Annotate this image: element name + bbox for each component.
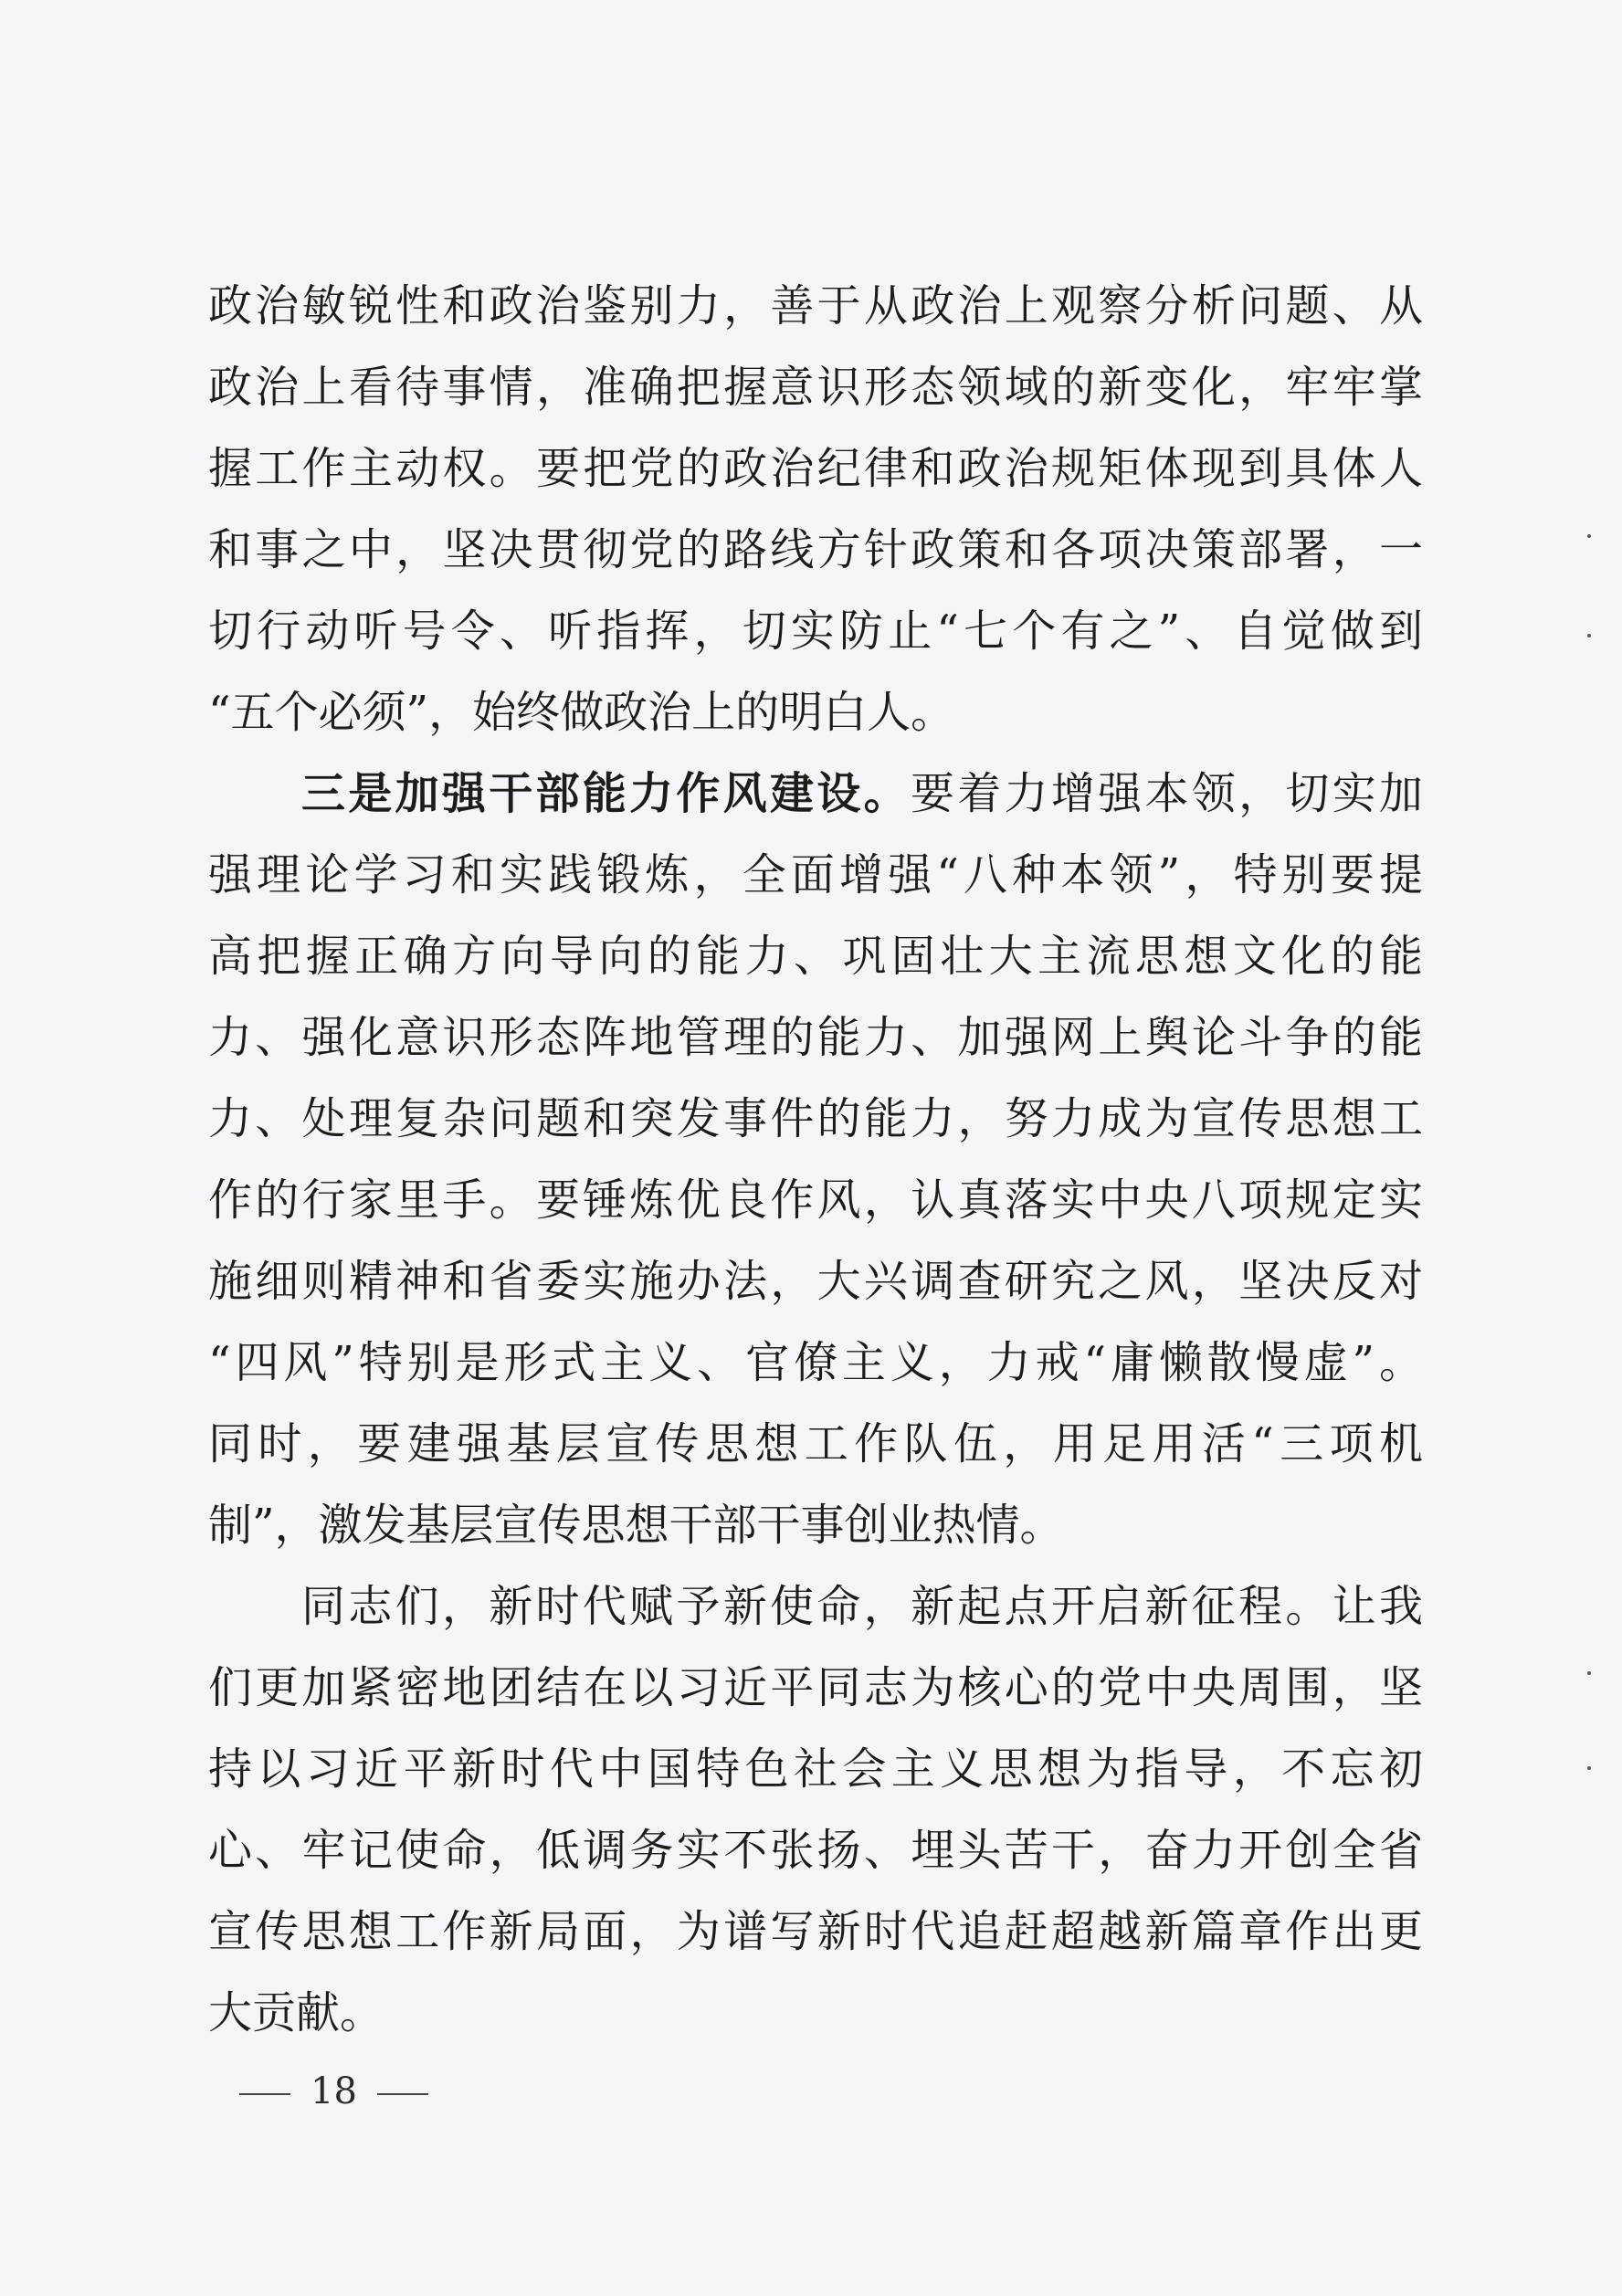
text-line: 大贡献。 xyxy=(208,1987,384,2038)
text-span: 要着力增强本领，切实加 xyxy=(910,768,1423,819)
text-line: 力、强化意识形态阵地管理的能力、加强网上舆论斗争的能 xyxy=(208,1012,1423,1063)
text-line: 心、牢记使命，低调务实不张扬、埋头苦干，奋力开创全省 xyxy=(208,1825,1423,1876)
page-number-value: 18 xyxy=(311,2070,357,2112)
dash-left xyxy=(239,2093,290,2095)
text-line: 持以习近平新时代中国特色社会主义思想为指导，不忘初 xyxy=(208,1743,1423,1795)
text-line: 切行动听号令、听指挥，切实防止“七个有之”、自觉做到 xyxy=(208,606,1423,657)
paragraph-first-line xyxy=(301,757,1423,830)
text-line: “五个必须”，始终做政治上的明白人。 xyxy=(208,687,955,738)
scan-speck xyxy=(1587,1671,1591,1675)
text-line: 政治敏锐性和政治鉴别力，善于从政治上观察分析问题、从 xyxy=(208,280,1423,332)
page-number xyxy=(239,2066,428,2117)
scan-speck xyxy=(1587,1766,1591,1770)
paragraph-first-line: 同志们，新时代赋予新使命，新起点开启新征程。让我 xyxy=(301,1581,1423,1632)
text-line: 制”，激发基层宣传思想干部干事创业热情。 xyxy=(208,1500,1064,1551)
scan-speck xyxy=(1587,534,1591,538)
text-line: 们更加紧密地团结在以习近平同志为核心的党中央周围，坚 xyxy=(208,1662,1423,1713)
text-line: 政治上看待事情，准确把握意识形态领域的新变化，牢牢掌 xyxy=(208,362,1423,413)
dash-right xyxy=(377,2093,428,2095)
text-line: 强理论学习和实践锻炼，全面增强“八种本领”，特别要提 xyxy=(208,849,1423,900)
text-line: 作的行家里手。要锤炼优良作风，认真落实中央八项规定实 xyxy=(208,1174,1423,1226)
text-line: 同时，要建强基层宣传思想工作队伍，用足用活“三项机 xyxy=(208,1418,1423,1469)
text-line: 力、处理复杂问题和突发事件的能力，努力成为宣传思想工 xyxy=(208,1093,1423,1144)
text-line: 施细则精神和省委实施办法，大兴调查研究之风，坚决反对 xyxy=(208,1256,1423,1307)
text-line: 高把握正确方向导向的能力、巩固壮大主流思想文化的能 xyxy=(208,931,1423,982)
text-line: 宣传思想工作新局面，为谱写新时代追赶超越新篇章作出更 xyxy=(208,1906,1423,1957)
text-line: 握工作主动权。要把党的政治纪律和政治规矩体现到具体人 xyxy=(208,443,1423,494)
section-heading: 三是加强干部能力作风建设。 xyxy=(301,768,911,819)
scan-speck xyxy=(1587,634,1591,637)
text-line: “四风”特别是形式主义、官僚主义，力戒“庸懒散慢虚”。 xyxy=(208,1337,1423,1388)
text-line: 和事之中，坚决贯彻党的路线方针政策和各项决策部署，一 xyxy=(208,524,1423,575)
